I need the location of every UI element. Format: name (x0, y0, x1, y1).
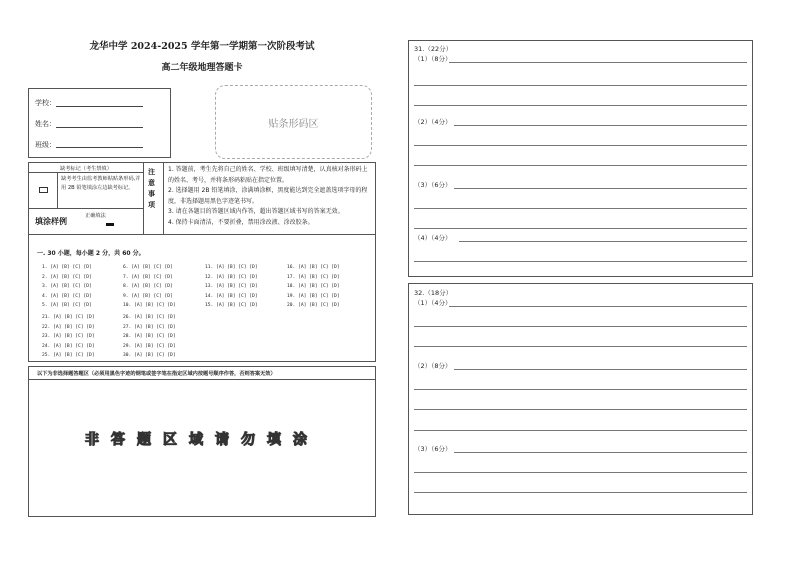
mc-question-row[interactable]: 19. [A] [B] [C] [D] (287, 293, 340, 299)
notice-item: 4. 保持卡面清洁，不要折叠，禁用涂改液、涂改胶条。 (168, 218, 314, 226)
mc-question-row[interactable]: 24. [A] [B] [C] [D] (42, 343, 95, 349)
absent-title: 缺考标记（考生禁填） (60, 166, 112, 172)
mc-group-5 (42, 313, 95, 361)
notice-item: 2. 选择题用 2B 铅笔填涂，涂满填涂框，黑度能达到完全遮盖选项字母的程度，非选择题用黑色字迹笔书写。 (168, 187, 368, 205)
answer-line[interactable] (414, 409, 747, 410)
absent-text: 缺考考生由监考教师粘贴条形码,并用 2B 铅笔填涂左边缺考标记。 (61, 176, 141, 191)
choice-section (28, 162, 376, 362)
mc-question-row[interactable]: 6. [A] [B] [C] [D] (123, 265, 173, 270)
mc-question-row[interactable]: 21. [A] [B] [C] [D] (42, 315, 95, 320)
answer-line[interactable] (414, 472, 747, 473)
notice-title: 注意事项 (148, 168, 155, 209)
mc-question-row[interactable]: 28. [A] [B] [C] [D] (123, 334, 176, 339)
name-field[interactable] (56, 127, 143, 128)
answer-line[interactable] (414, 389, 747, 390)
mc-question-row[interactable]: 16. [A] [B] [C] [D] (287, 265, 340, 270)
fill-sample-label: 填涂样例 (35, 217, 67, 226)
mc-question-row[interactable]: 17. [A] [B] [C] [D] (287, 274, 340, 280)
q31-heading: 31.（22分） (414, 45, 453, 53)
barcode-area (215, 85, 372, 159)
answer-line[interactable] (414, 228, 747, 229)
mc-question-row[interactable]: 1. [A] [B] [C] [D] (42, 265, 92, 270)
mc-question-row[interactable]: 12. [A] [B] [C] [D] (205, 274, 258, 280)
q32-part-label: （1）（4分） (414, 299, 452, 307)
mc-question-row[interactable]: 3. [A] [B] [C] [D] (42, 284, 92, 289)
answer-line[interactable] (414, 165, 747, 166)
answer-line[interactable] (459, 241, 747, 242)
mc-question-row[interactable]: 11. [A] [B] [C] [D] (205, 265, 258, 270)
absent-checkbox-cell (29, 172, 58, 208)
mc-question-row[interactable]: 9. [A] [B] [C] [D] (123, 293, 173, 299)
q31-part-label: （2）（4分） (414, 118, 452, 126)
answer-line[interactable] (414, 346, 747, 347)
mc-question-row[interactable]: 14. [A] [B] [C] [D] (205, 293, 258, 299)
mc-question-row[interactable]: 5. [A] [B] [C] [D] (42, 303, 92, 308)
mc-question-row[interactable]: 10. [A] [B] [C] [D] (123, 303, 176, 308)
name-label: 姓名： (35, 120, 56, 128)
answer-line[interactable] (454, 369, 747, 370)
no-fill-warning: 非答题区域请勿填涂 (85, 432, 319, 448)
answer-line[interactable] (454, 125, 747, 126)
answer-line[interactable] (414, 492, 747, 493)
correct-fill-label: 正确填法 (85, 213, 106, 219)
mc-question-row[interactable]: 23. [A] [B] [C] [D] (42, 334, 95, 339)
non-mc-notice: 以下为非选择题答题区（必须用黑色字迹的钢笔或签字笔在指定区域内按题号顺序作答，否则答案无效） (37, 371, 276, 377)
mc-question-row[interactable]: 15. [A] [B] [C] [D] (205, 303, 258, 308)
exam-subtitle: 高二年级地理答题卡 (161, 63, 243, 73)
mc-group-2 (123, 263, 176, 311)
answer-line[interactable] (414, 105, 747, 106)
absent-mark-area (29, 163, 144, 209)
answer-line[interactable] (414, 85, 747, 86)
notice-title-cell (143, 163, 164, 235)
answer-line[interactable] (449, 306, 747, 307)
barcode-label: 贴条形码区 (268, 118, 319, 130)
answer-line[interactable] (414, 261, 747, 262)
answer-line[interactable] (454, 452, 747, 453)
mc-question-row[interactable]: 20. [A] [B] [C] [D] (287, 303, 340, 308)
q31-part-label: （1）（8分） (414, 55, 452, 63)
answer-line[interactable] (414, 208, 747, 209)
answer-line[interactable] (449, 62, 747, 63)
answer-line[interactable] (414, 326, 747, 327)
fill-sample-area (29, 208, 144, 235)
mc-question-row[interactable]: 13. [A] [B] [C] [D] (205, 284, 258, 289)
filled-mark-icon (106, 223, 114, 226)
notice-body (163, 163, 375, 235)
q31-part-label: （3）（6分） (414, 181, 452, 189)
notice-item: 1. 答题前，考生先将自己的姓名、学校、班级填写清楚，认真核对条形码上的姓名、考号，并将条形码粘贴在指定位置。 (168, 166, 368, 184)
mc-question-row[interactable]: 27. [A] [B] [C] [D] (123, 324, 176, 330)
mc-question-row[interactable]: 25. [A] [B] [C] [D] (42, 353, 95, 358)
q32-part-label: （2）（8分） (414, 362, 452, 370)
q32-part-label: （3）（6分） (414, 445, 452, 453)
mc-title: 一. 30 小题，每小题 2 分，共 60 分。 (37, 250, 145, 257)
mc-question-row[interactable]: 22. [A] [B] [C] [D] (42, 324, 95, 330)
answer-line[interactable] (454, 188, 747, 189)
answer-line[interactable] (414, 430, 747, 431)
answer-line[interactable] (414, 145, 747, 146)
mc-question-row[interactable]: 2. [A] [B] [C] [D] (42, 274, 92, 280)
mc-question-row[interactable]: 29. [A] [B] [C] [D] (123, 343, 176, 349)
non-mc-header (29, 367, 375, 380)
mc-group-6 (123, 313, 176, 361)
mc-question-row[interactable]: 7. [A] [B] [C] [D] (123, 274, 173, 280)
notice-item: 3. 请在各题目的答题区域内作答，超出答题区域书写的答案无效。 (168, 208, 344, 216)
q31-part-label: （4）（4分） (414, 234, 452, 242)
school-label: 学校： (35, 99, 56, 107)
mc-question-row[interactable]: 4. [A] [B] [C] [D] (42, 293, 92, 299)
mc-question-row[interactable]: 26. [A] [B] [C] [D] (123, 315, 176, 320)
mc-group-1 (42, 263, 92, 311)
q31-area (408, 40, 753, 277)
student-info-box (28, 88, 171, 158)
mc-question-row[interactable]: 18. [A] [B] [C] [D] (287, 284, 340, 289)
exam-title: 龙华中学 2024-2025 学年第一学期第一次阶段考试 (89, 41, 315, 52)
school-field[interactable] (56, 106, 143, 107)
non-answer-area (28, 366, 376, 517)
mc-group-3 (205, 263, 258, 311)
class-label: 班级： (35, 141, 56, 149)
mc-question-row[interactable]: 8. [A] [B] [C] [D] (123, 284, 173, 289)
absent-checkbox[interactable] (39, 187, 48, 193)
mc-question-row[interactable]: 30. [A] [B] [C] [D] (123, 353, 176, 358)
mc-group-4 (287, 263, 340, 311)
class-field[interactable] (56, 147, 143, 148)
q32-heading: 32.（18分） (414, 289, 453, 297)
q32-area (408, 283, 753, 515)
